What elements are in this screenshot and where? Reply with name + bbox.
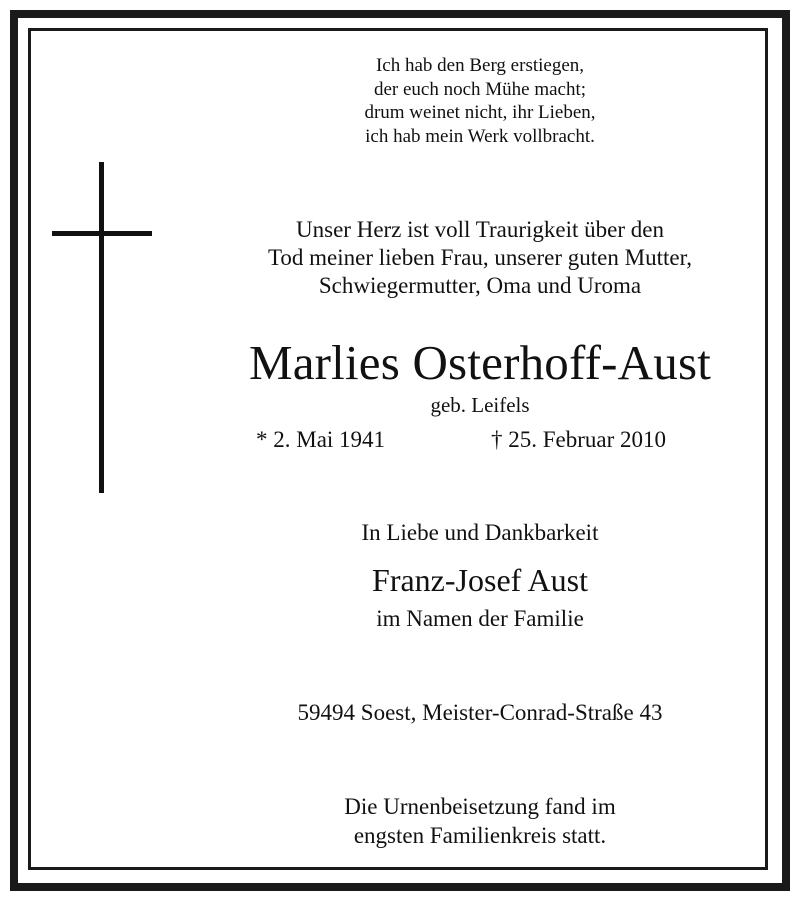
- family-note: im Namen der Familie: [376, 606, 584, 631]
- maiden-name: geb. Leifels: [430, 393, 530, 417]
- burial-note-line: engsten Familienkreis statt.: [353, 823, 607, 848]
- life-dates: [180, 423, 780, 457]
- poem-line: drum weinet nicht, ihr Lieben,: [364, 102, 596, 123]
- poem-line: ich hab mein Werk vollbracht.: [365, 125, 595, 147]
- thanks-line: In Liebe und Dankbarkeit: [361, 520, 599, 545]
- poem-line: der euch noch Mühe macht;: [373, 78, 587, 100]
- announcement-intro: [180, 216, 780, 300]
- survivor-name: Franz-Josef Aust: [372, 562, 588, 598]
- birth-date: * 2. Mai 1941: [256, 427, 386, 452]
- burial-note: [180, 792, 780, 850]
- intro-line: Unser Herz ist voll Traurigkeit über den: [296, 217, 664, 242]
- intro-line: Tod meiner lieben Frau, unserer guten Mutter,: [267, 245, 693, 270]
- intro-line: Schwiegermutter, Oma und Uroma: [318, 273, 642, 298]
- cross-vertical-bar: [99, 162, 104, 493]
- address: 59494 Soest, Meister-Conrad-Straße 43: [297, 700, 663, 725]
- cross-horizontal-bar: [52, 231, 152, 236]
- death-date: † 25. Februar 2010: [491, 427, 667, 452]
- memorial-poem: [180, 54, 780, 148]
- poem-line: Ich hab den Berg erstiegen,: [375, 55, 585, 76]
- burial-note-line: Die Urnenbeisetzung fand im: [344, 794, 616, 819]
- deceased-name: Marlies Osterhoff-Aust: [248, 335, 712, 390]
